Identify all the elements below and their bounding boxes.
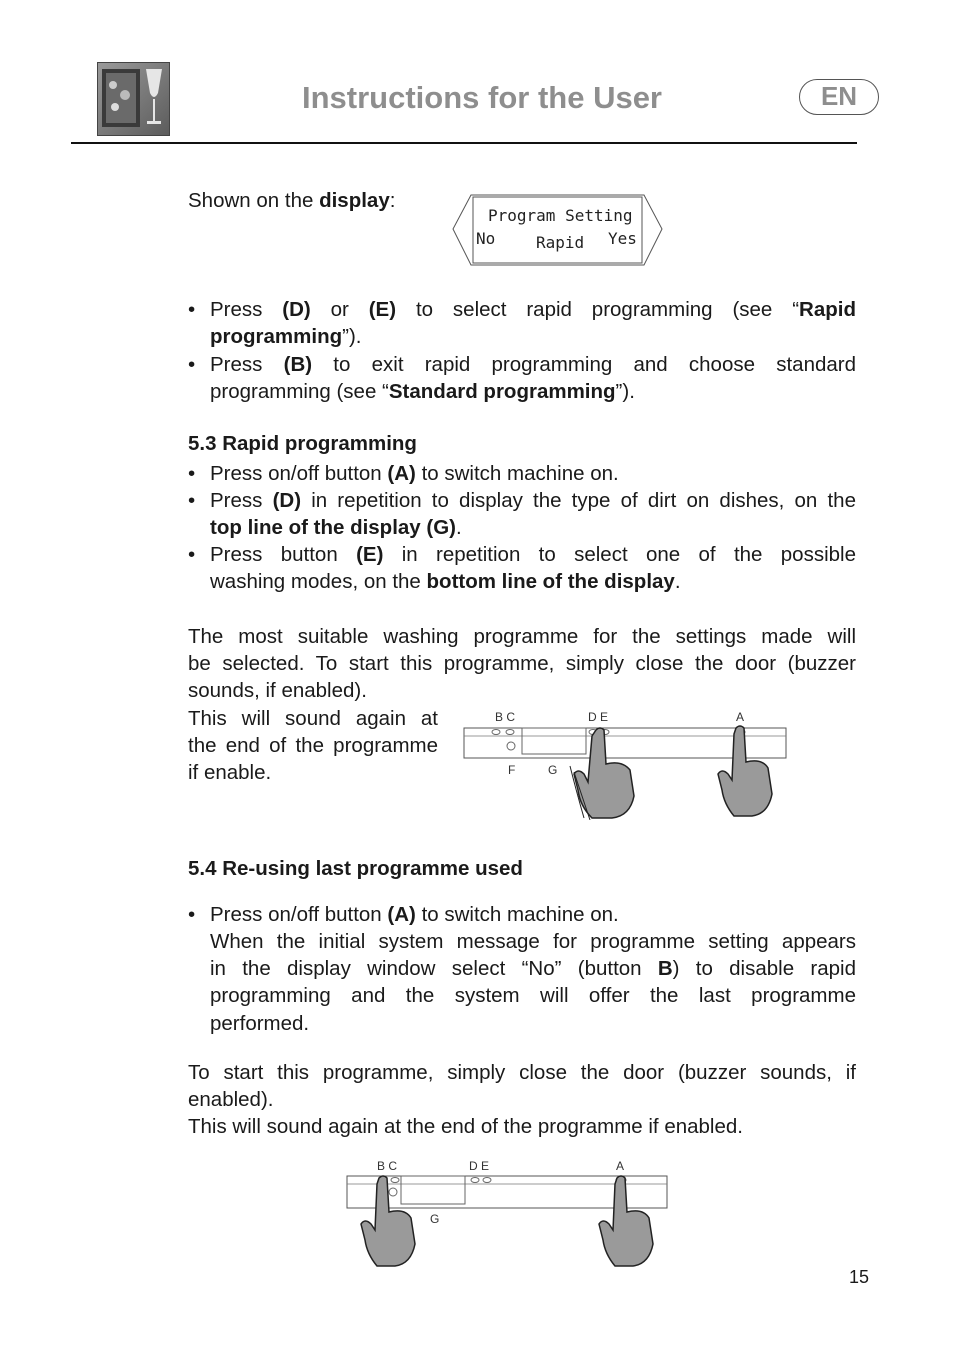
bullet-glyph: •	[188, 353, 196, 376]
bullet-switch-on-2: Press on/off button (A) to switch machine on.	[210, 903, 619, 926]
paragraph-line: programming and the system will offer the last programme	[210, 984, 856, 1007]
bullet-glyph: •	[188, 462, 196, 485]
bullet-glyph: •	[188, 298, 196, 321]
figure-label: D E	[588, 710, 609, 724]
bullet-press-e: Press button (E) in repetition to select one of the possible	[210, 543, 856, 566]
paragraph-line: if enable.	[188, 761, 272, 784]
pointing-hand-icon	[718, 726, 772, 816]
lcd-left: No	[476, 229, 496, 248]
lcd-right: Yes	[608, 229, 637, 248]
bullet-exit-rapid-line2: programming (see “Standard programming”).	[210, 380, 635, 403]
paragraph-line: in the display window select “No” (button B) to disable rapid	[210, 957, 856, 980]
bullet-select-rapid-line2: programming”).	[210, 325, 362, 348]
figure-label: F	[508, 763, 516, 777]
paragraph-line: The most suitable washing programme for the settings made will	[188, 625, 856, 648]
paragraph-line: This will sound again at	[188, 707, 438, 730]
figure-label: B C	[495, 710, 516, 724]
bullet-press-d-line2: top line of the display (G).	[210, 516, 462, 539]
figure-label: A	[616, 1159, 625, 1173]
page-title: Instructions for the User	[302, 80, 662, 115]
pointing-hand-icon	[599, 1176, 653, 1266]
control-panel-figure-1	[462, 706, 788, 820]
display-intro: Shown on the display:	[188, 189, 396, 212]
paragraph-line: When the initial system message for programme setting appears	[210, 930, 856, 953]
paragraph-line: To start this programme, simply close the door (buzzer sounds, if	[188, 1061, 856, 1084]
bullet-press-e-line2: washing modes, on the bottom line of the display.	[210, 570, 681, 593]
paragraph-line: be selected. To start this programme, simply close the door (buzzer	[188, 652, 856, 675]
bullet-switch-on: Press on/off button (A) to switch machine on.	[210, 462, 619, 485]
pointing-hand-icon	[361, 1176, 415, 1266]
control-panel-figure-2	[345, 1156, 669, 1270]
paragraph-line: the end of the programme	[188, 734, 438, 757]
figure-label: B C	[377, 1159, 398, 1173]
section-heading-5-3: 5.3 Rapid programming	[188, 432, 417, 455]
language-badge: EN	[799, 79, 879, 115]
figure-label: A	[736, 710, 745, 724]
lcd-line1: Program Setting	[488, 206, 633, 225]
lcd-display-illustration	[451, 193, 664, 267]
header-divider	[71, 142, 857, 144]
bullet-glyph: •	[188, 543, 196, 566]
figure-label: G	[548, 763, 558, 777]
bullet-press-d: Press (D) in repetition to display the type of dirt on dishes, on the	[210, 489, 856, 512]
bullet-glyph: •	[188, 489, 196, 512]
section-heading-5-4: 5.4 Re-using last programme used	[188, 857, 523, 880]
paragraph-line: sounds, if enabled).	[188, 679, 367, 702]
bullet-glyph: •	[188, 903, 196, 926]
paragraph-line: enabled).	[188, 1088, 274, 1111]
bullet-exit-rapid: Press (B) to exit rapid programming and choose standard	[210, 353, 856, 376]
paragraph-line: This will sound again at the end of the programme if enabled.	[188, 1115, 743, 1138]
bullet-select-rapid: Press (D) or (E) to select rapid programming (see “Rapid	[210, 298, 856, 321]
page-number: 15	[849, 1267, 870, 1287]
pointing-hand-icon	[570, 728, 634, 820]
figure-label: G	[430, 1212, 440, 1226]
lcd-center: Rapid	[536, 233, 585, 252]
paragraph-line: performed.	[210, 1012, 310, 1035]
figure-label: D E	[469, 1159, 490, 1173]
dishwasher-logo-icon	[97, 62, 170, 136]
